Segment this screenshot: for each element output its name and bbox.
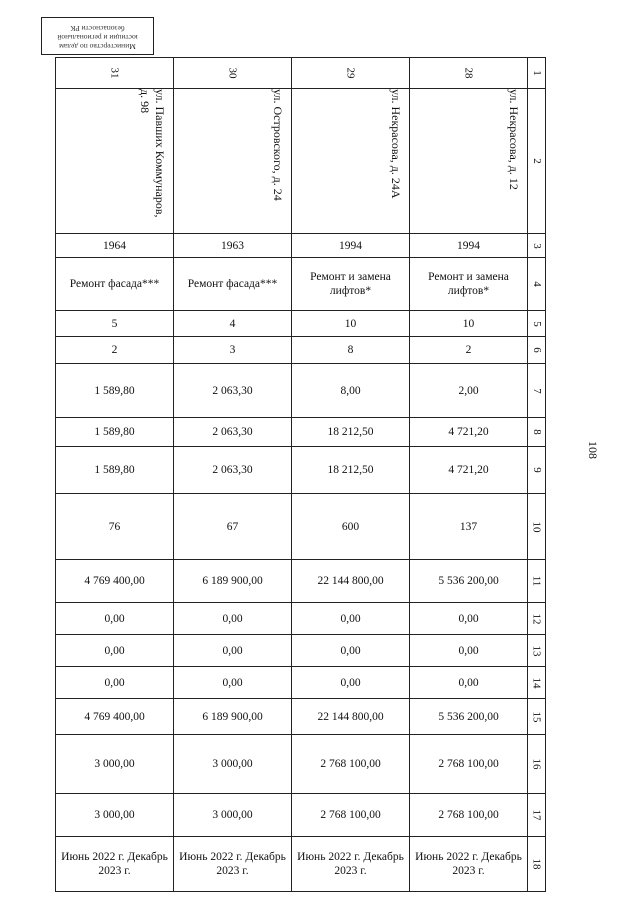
table-row-column-numbers bbox=[56, 58, 546, 89]
row-index-cell: 1 bbox=[528, 58, 546, 89]
table-cell: 5 536 200,00 bbox=[410, 699, 528, 735]
table-cell: 2,00 bbox=[410, 364, 528, 418]
row-index-cell: 2 bbox=[528, 89, 546, 234]
table-cell: 0,00 bbox=[410, 667, 528, 699]
table-row bbox=[56, 603, 546, 635]
table-cell: 1963 bbox=[174, 234, 292, 258]
column-number-cell: 31 bbox=[56, 58, 174, 89]
row-index-cell: 12 bbox=[528, 603, 546, 635]
table-cell: 0,00 bbox=[56, 635, 174, 667]
table-cell: 4 769 400,00 bbox=[56, 560, 174, 603]
table-cell: 3 000,00 bbox=[174, 794, 292, 837]
row-index-cell: 8 bbox=[528, 418, 546, 447]
table-row bbox=[56, 447, 546, 494]
table-cell: 2 bbox=[410, 337, 528, 364]
column-number-cell: 30 bbox=[174, 58, 292, 89]
table-cell: 6 189 900,00 bbox=[174, 560, 292, 603]
table-cell: 3 000,00 bbox=[56, 735, 174, 794]
table-row bbox=[56, 418, 546, 447]
stamp-line: безопасности РК bbox=[70, 24, 125, 33]
table-cell: 600 bbox=[292, 494, 410, 560]
row-index-cell: 14 bbox=[528, 667, 546, 699]
column-number-cell: 28 bbox=[410, 58, 528, 89]
row-index-cell: 9 bbox=[528, 447, 546, 494]
table-cell: 3 bbox=[174, 337, 292, 364]
table-cell: 2 768 100,00 bbox=[292, 735, 410, 794]
table-cell: 0,00 bbox=[174, 603, 292, 635]
table-cell: 0,00 bbox=[56, 603, 174, 635]
address-cell: ул. Некрасова, д. 24А bbox=[292, 89, 410, 234]
table-cell: Ремонт фасада*** bbox=[56, 258, 174, 311]
table-cell: Июнь 2022 г. Декабрь 2023 г. bbox=[56, 837, 174, 892]
table-cell: 76 bbox=[56, 494, 174, 560]
table-cell: 67 bbox=[174, 494, 292, 560]
table-cell: 2 bbox=[56, 337, 174, 364]
table-cell: 2 768 100,00 bbox=[292, 794, 410, 837]
table-cell: 4 bbox=[174, 311, 292, 337]
table-cell: 0,00 bbox=[56, 667, 174, 699]
table-cell: 2 768 100,00 bbox=[410, 735, 528, 794]
table-cell: 2 063,30 bbox=[174, 447, 292, 494]
table-cell: Ремонт фасада*** bbox=[174, 258, 292, 311]
row-index-cell: 18 bbox=[528, 837, 546, 892]
table-row bbox=[56, 258, 546, 311]
table-cell: 2 768 100,00 bbox=[410, 794, 528, 837]
table-cell: 0,00 bbox=[292, 603, 410, 635]
table-row bbox=[56, 735, 546, 794]
table-cell: 2 063,30 bbox=[174, 418, 292, 447]
address-cell: ул. Некрасова, д. 12 bbox=[410, 89, 528, 234]
table-cell: 4 721,20 bbox=[410, 447, 528, 494]
table-row bbox=[56, 364, 546, 418]
table-cell: 8 bbox=[292, 337, 410, 364]
row-index-cell: 17 bbox=[528, 794, 546, 837]
table-cell: 1994 bbox=[292, 234, 410, 258]
table-cell: 5 536 200,00 bbox=[410, 560, 528, 603]
table-cell: 22 144 800,00 bbox=[292, 699, 410, 735]
table-cell: 10 bbox=[410, 311, 528, 337]
table-cell: Июнь 2022 г. Декабрь 2023 г. bbox=[410, 837, 528, 892]
table-row bbox=[56, 794, 546, 837]
table-row bbox=[56, 667, 546, 699]
row-index-cell: 11 bbox=[528, 560, 546, 603]
table-row-addresses bbox=[56, 89, 546, 234]
table-cell: Ремонт и замена лифтов* bbox=[410, 258, 528, 311]
stamp-line: Министерство по делам bbox=[59, 42, 136, 51]
ministry-stamp bbox=[41, 17, 154, 55]
row-index-cell: 15 bbox=[528, 699, 546, 735]
table-cell: 0,00 bbox=[292, 667, 410, 699]
row-index-cell: 5 bbox=[528, 311, 546, 337]
row-index-cell: 6 bbox=[528, 337, 546, 364]
table-cell: 0,00 bbox=[410, 635, 528, 667]
table-row bbox=[56, 494, 546, 560]
address-cell: ул. Павших Коммунаров, д. 98 bbox=[56, 89, 174, 234]
stamp-line: юстиции и региональной bbox=[57, 33, 138, 42]
row-index-cell: 4 bbox=[528, 258, 546, 311]
table-row bbox=[56, 311, 546, 337]
table-cell: 3 000,00 bbox=[174, 735, 292, 794]
table-row bbox=[56, 837, 546, 892]
table-cell: 0,00 bbox=[410, 603, 528, 635]
table-cell: 22 144 800,00 bbox=[292, 560, 410, 603]
table-cell: 3 000,00 bbox=[56, 794, 174, 837]
table-cell: 18 212,50 bbox=[292, 447, 410, 494]
table-cell: 8,00 bbox=[292, 364, 410, 418]
table-cell: 2 063,30 bbox=[174, 364, 292, 418]
table-cell: 18 212,50 bbox=[292, 418, 410, 447]
table-cell: Июнь 2022 г. Декабрь 2023 г. bbox=[292, 837, 410, 892]
table-row bbox=[56, 635, 546, 667]
table-cell: 4 721,20 bbox=[410, 418, 528, 447]
row-index-cell: 7 bbox=[528, 364, 546, 418]
table-cell: 5 bbox=[56, 311, 174, 337]
row-index-cell: 13 bbox=[528, 635, 546, 667]
table-cell: 4 769 400,00 bbox=[56, 699, 174, 735]
table-row bbox=[56, 699, 546, 735]
table-cell: 6 189 900,00 bbox=[174, 699, 292, 735]
repair-table bbox=[55, 57, 546, 892]
table-cell: 1 589,80 bbox=[56, 447, 174, 494]
table-cell: 1994 bbox=[410, 234, 528, 258]
page-number: 108 bbox=[586, 441, 600, 459]
table-cell: 1 589,80 bbox=[56, 364, 174, 418]
table-cell: 1964 bbox=[56, 234, 174, 258]
table-row bbox=[56, 560, 546, 603]
table-row bbox=[56, 234, 546, 258]
table-cell: Июнь 2022 г. Декабрь 2023 г. bbox=[174, 837, 292, 892]
table-cell: 0,00 bbox=[174, 635, 292, 667]
column-number-cell: 29 bbox=[292, 58, 410, 89]
row-index-cell: 3 bbox=[528, 234, 546, 258]
table-row bbox=[56, 337, 546, 364]
row-index-cell: 16 bbox=[528, 735, 546, 794]
address-cell: ул. Островского, д. 24 bbox=[174, 89, 292, 234]
table-cell: 1 589,80 bbox=[56, 418, 174, 447]
table-cell: 137 bbox=[410, 494, 528, 560]
table-cell: Ремонт и замена лифтов* bbox=[292, 258, 410, 311]
table-cell: 0,00 bbox=[174, 667, 292, 699]
table-cell: 0,00 bbox=[292, 635, 410, 667]
row-index-cell: 10 bbox=[528, 494, 546, 560]
table-cell: 10 bbox=[292, 311, 410, 337]
